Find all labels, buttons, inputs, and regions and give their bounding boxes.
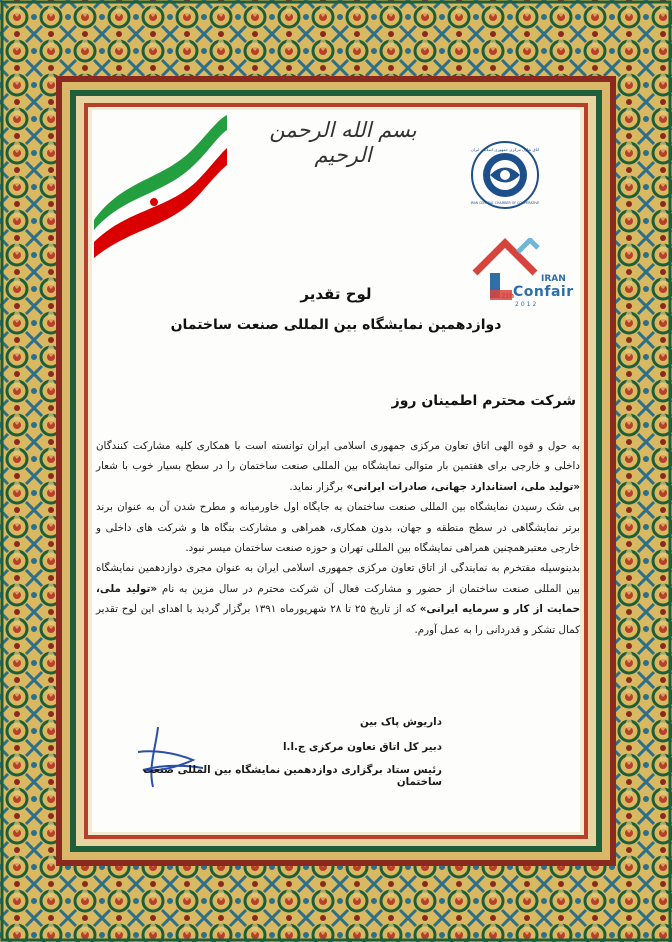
body-text-1a: به حول و قوه الهی اتاق تعاون مرکزی جمهوری اسلامی ایران توانسته است با همکاری کلیه مشارکت کنندگان داخلی و خارجی برای هفتمین بار متوالی نمایشگاه بین المللی صنعت ساختمان را در سطح بسیار خوب با شعار: [96, 440, 580, 473]
seal-top-text: اتاق تعاون مرکزی جمهوری اسلامی ایران: [470, 147, 540, 152]
certificate-body: [96, 436, 580, 640]
body-paragraph-2: بی شک رسیدن نمایشگاه بین المللی صنعت ساختمان به جایگاه اول خاورمیانه و مطرح شدن آن به عنوان برند برتر نمایشگاهی در سطح منطقه و جهان، بدون همکاری، همراهی و مشارکت بنگاه ها و شرکت های داخلی و خارجی معتبرهمچنین همراهی نمایشگاه بین المللی تهران و حوزه صنعت ساختمان میسر نبود.: [96, 501, 580, 555]
body-text-3b: که از تاریخ ۲۵ تا ۲۸ شهریورماه ۱۳۹۱ برگزار گردید با اهدای این لوح تقدیر کمال تشکر و قدردانی را به عمل آورم.: [96, 603, 580, 636]
recipient-name: شرکت محترم اطمینان روز: [391, 393, 576, 409]
signatory-role-1: دبیر کل اتاق تعاون مرکزی ج.ا.ا: [283, 741, 442, 753]
body-text-3a: بدینوسیله مفتخرم به نمایندگی از اتاق تعاون مرکزی جمهوری اسلامی ایران به عنوان مجری دوازدهمین نمایشگاه بین المللی صنعت ساختمان از حضور و مشارکت فعال آن شرکت محترم در سال مزین به نام: [96, 562, 581, 595]
logo-year-text: 2012: [515, 301, 539, 308]
signatory-role-2: رئیس ستاد برگزاری دوازدهمین نمایشگاه بین المللی صنعت ساختمان: [143, 764, 442, 788]
slogan-2: «تولید ملی، حمایت از کار و سرمایه ایرانی»: [96, 582, 581, 616]
bismillah-calligraphy: بسم الله الرحمن الرحیم: [269, 118, 417, 168]
slogan-1: «تولید ملی، استاندارد جهانی، صادرات ایرانی»: [346, 480, 580, 493]
logo-name-text: Confair: [513, 284, 574, 300]
seal-bottom-text: IRAN CENTRAL CHAMBER OF COOPERATIVE: [470, 201, 540, 205]
body-paragraph-3: [96, 558, 580, 640]
certificate-title: لوح تقدیر: [300, 285, 372, 303]
logo-country-text: IRAN: [541, 274, 566, 284]
iran-flag-graphic: [92, 110, 232, 260]
logo-edition-text: 12th: [496, 292, 515, 300]
body-paragraph-1: [96, 436, 580, 497]
body-text-1b: برگزار نماید.: [289, 480, 347, 493]
signatory-name: داریوش پاک بین: [359, 716, 442, 728]
chamber-seal-icon: [470, 140, 540, 210]
certificate-subtitle: دوازدهمین نمایشگاه بین المللی صنعت ساختمان: [170, 317, 502, 333]
